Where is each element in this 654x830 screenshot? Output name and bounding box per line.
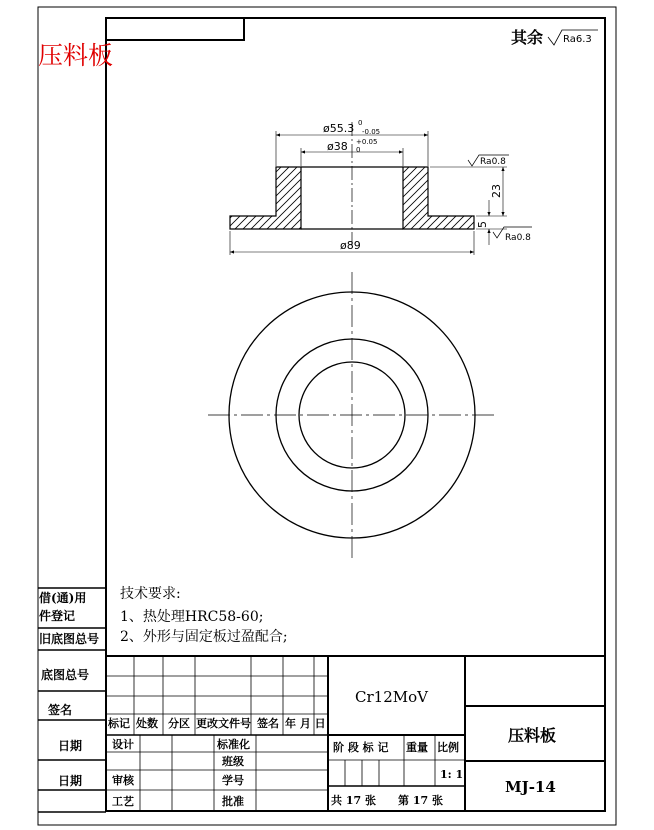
dim-outer-boss-tol-upper: 0 [358, 119, 363, 127]
dim-flange: ø89 [340, 239, 361, 252]
dim-height-23: 23 [490, 184, 503, 198]
total-sheets: 共 17 张 [331, 794, 376, 807]
sheet-number: 第 17 张 [398, 794, 443, 807]
strip-row5: 签名 [48, 703, 73, 717]
strip-row1: 借(通)用 [39, 591, 87, 605]
section-view [230, 122, 532, 255]
drawing-number: MJ-14 [505, 778, 556, 796]
header-sign: 签名 [257, 717, 279, 730]
strip-row7: 日期 [58, 774, 83, 788]
surface-note-label: 其余 [511, 28, 544, 47]
part-name: 压料板 [508, 726, 557, 745]
label-stage: 阶 段 标 记 [333, 741, 389, 754]
scale-value: 1: 1 [440, 768, 464, 781]
strip-row2: 件登记 [39, 609, 76, 623]
code-box [106, 18, 244, 40]
header-zone: 分区 [168, 717, 190, 730]
dim-bore: ø38 [327, 140, 348, 153]
stamp-title: 压料板 [38, 41, 114, 70]
label-weight: 重量 [406, 741, 428, 754]
dim-outer-boss-tol-lower: -0.05 [362, 128, 381, 136]
label-scale: 比例 [437, 741, 459, 754]
tech-item2: 2、外形与固定板过盈配合; [120, 629, 288, 645]
label-standard: 标准化 [217, 738, 250, 751]
label-design: 设计 [112, 738, 134, 751]
header-date: 年 月 日 [285, 717, 326, 730]
ra-bottom: Ra0.8 [505, 233, 531, 243]
strip-row6: 日期 [58, 739, 83, 753]
label-process: 工艺 [112, 795, 134, 808]
label-class: 班级 [222, 755, 244, 768]
dim-outer-boss: ø55.3 [323, 122, 355, 135]
ra-top: Ra0.8 [480, 157, 506, 167]
top-view [208, 272, 496, 558]
surface-note-ra: Ra6.3 [563, 34, 592, 45]
label-approve: 批准 [222, 795, 244, 808]
dim-height-5: 5 [476, 221, 489, 228]
tech-item1: 1、热处理HRC58-60; [120, 609, 264, 625]
dim-bore-tol-lower: 0 [356, 146, 361, 154]
tech-heading: 技术要求: [120, 586, 181, 602]
strip-row4: 底图总号 [41, 668, 90, 682]
material: Cr12MoV [355, 688, 428, 706]
header-mark: 标记 [108, 717, 130, 730]
header-doc: 更改文件号 [196, 717, 251, 730]
strip-row3: 旧底图总号 [39, 632, 100, 646]
header-count: 处数 [136, 717, 158, 730]
label-review: 审核 [112, 774, 134, 787]
label-student-no: 学号 [222, 774, 244, 787]
dim-bore-tol-upper: +0.05 [356, 138, 378, 146]
